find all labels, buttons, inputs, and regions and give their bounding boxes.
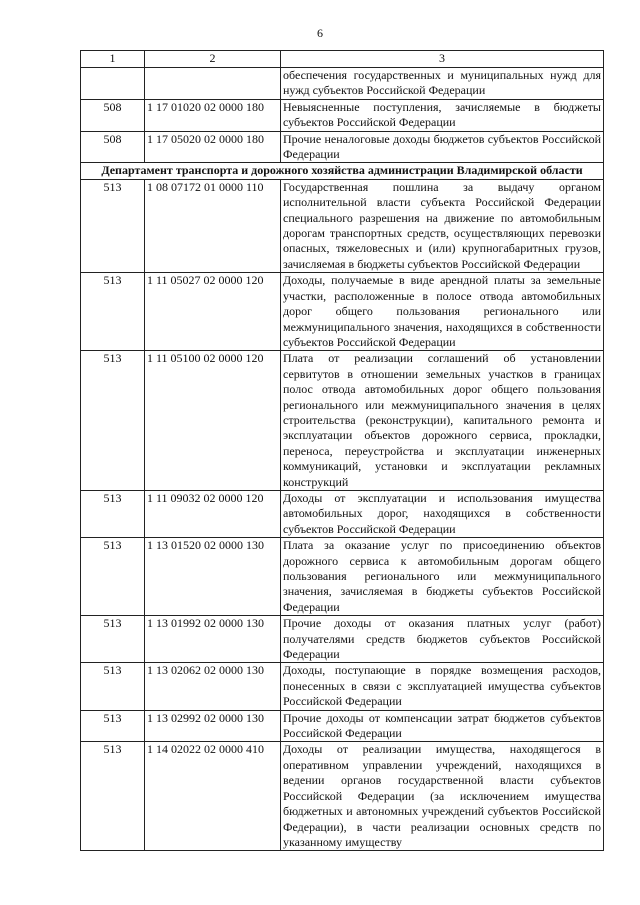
income-name-cell: Прочие доходы от оказания платных услуг (работ) получателями средств бюджетов субъектов Российской Федерации [281,616,604,663]
table-row [81,663,604,710]
admin-code-cell: 513 [81,663,145,710]
table-row [81,179,604,272]
department-heading: Департамент транспорта и дорожного хозяйства администрации Владимирской области [81,163,604,179]
income-name-cell: обеспечения государственных и муниципальных нужд для нужд субъектов Российской Федерации [281,68,604,100]
admin-code-cell: 513 [81,742,145,851]
kbk-code-cell: 1 14 02022 02 0000 410 [145,742,281,851]
revenue-codes-table [80,50,604,851]
table-row [81,68,604,100]
kbk-code-cell: 1 11 09032 02 0000 120 [145,490,281,537]
income-name-cell: Доходы от реализации имущества, находящегося в оперативном управлении учреждений, находящихся в ведении органов государственной власти субъектов Российской Федерации (за исключением имущества бюджетных и автономных учреждений субъектов Российской Федерации), в части реализации основных средств по указанному имуществу [281,742,604,851]
kbk-code-cell: 1 17 05020 02 0000 180 [145,131,281,163]
income-name-cell: Доходы, получаемые в виде арендной платы за земельные участки, расположенные в полосе отвода автомобильных дорог общего пользования регионального или межмуниципального значения, находящихся в собственности субъектов Российской Федерации [281,273,604,351]
department-row [81,163,604,179]
kbk-code-cell: 1 11 05100 02 0000 120 [145,351,281,491]
admin-code-cell: 513 [81,179,145,272]
page-number: 6 [317,26,323,40]
table-row [81,710,604,742]
income-name-cell: Прочие доходы от компенсации затрат бюджетов субъектов Российской Федерации [281,710,604,742]
admin-code-cell: 513 [81,616,145,663]
table-row [81,742,604,851]
kbk-code-cell: 1 13 01520 02 0000 130 [145,538,281,616]
income-name-cell: Доходы, поступающие в порядке возмещения расходов, понесенных в связи с эксплуатацией имущества субъектов Российской Федерации [281,663,604,710]
table-row [81,351,604,491]
income-name-cell: Невыясненные поступления, зачисляемые в бюджеты субъектов Российской Федерации [281,99,604,131]
admin-code-cell [81,68,145,100]
admin-code-cell: 513 [81,538,145,616]
kbk-code-cell [145,68,281,100]
kbk-code-cell: 1 13 01992 02 0000 130 [145,616,281,663]
admin-code-cell: 513 [81,490,145,537]
header-col-3: 3 [281,51,604,68]
admin-code-cell: 508 [81,131,145,163]
income-name-cell: Доходы от эксплуатации и использования имущества автомобильных дорог, находящихся в собственности субъектов Российской Федерации [281,490,604,537]
admin-code-cell: 508 [81,99,145,131]
kbk-code-cell: 1 13 02992 02 0000 130 [145,710,281,742]
admin-code-cell: 513 [81,710,145,742]
kbk-code-cell: 1 17 01020 02 0000 180 [145,99,281,131]
header-col-2: 2 [145,51,281,68]
table-header-row [81,51,604,68]
table-row [81,538,604,616]
table-row [81,99,604,131]
income-name-cell: Прочие неналоговые доходы бюджетов субъектов Российской Федерации [281,131,604,163]
income-name-cell: Плата от реализации соглашений об установлении сервитутов в отношении земельных участков в границах полос отвода автомобильных дорог общего пользования регионального или межмуниципального значения в целях строительства (реконструкции), капитального ремонта и эксплуатации объектов дорожного сервиса, прокладки, переноса, переустройства и эксплуатации инженерных коммуникаций, установки и эксплуатации рекламных конструкций [281,351,604,491]
table-row [81,616,604,663]
admin-code-cell: 513 [81,351,145,491]
kbk-code-cell: 1 13 02062 02 0000 130 [145,663,281,710]
income-name-cell: Государственная пошлина за выдачу органом исполнительной власти субъекта Российской Федерации специального разрешения на движение по автомобильным дорогам транспортных средств, осуществляющих перевозки опасных, тяжеловесных и (или) крупногабаритных грузов, зачисляемая в бюджеты субъектов Российской Федерации [281,179,604,272]
admin-code-cell: 513 [81,273,145,351]
income-name-cell: Плата за оказание услуг по присоединению объектов дорожного сервиса к автомобильным дорогам общего пользования регионального или межмуниципального значения, зачисляемая в бюджеты субъектов Российской Федерации [281,538,604,616]
table-row [81,131,604,163]
header-col-1: 1 [81,51,145,68]
table-row [81,490,604,537]
kbk-code-cell: 1 11 05027 02 0000 120 [145,273,281,351]
table-row [81,273,604,351]
kbk-code-cell: 1 08 07172 01 0000 110 [145,179,281,272]
